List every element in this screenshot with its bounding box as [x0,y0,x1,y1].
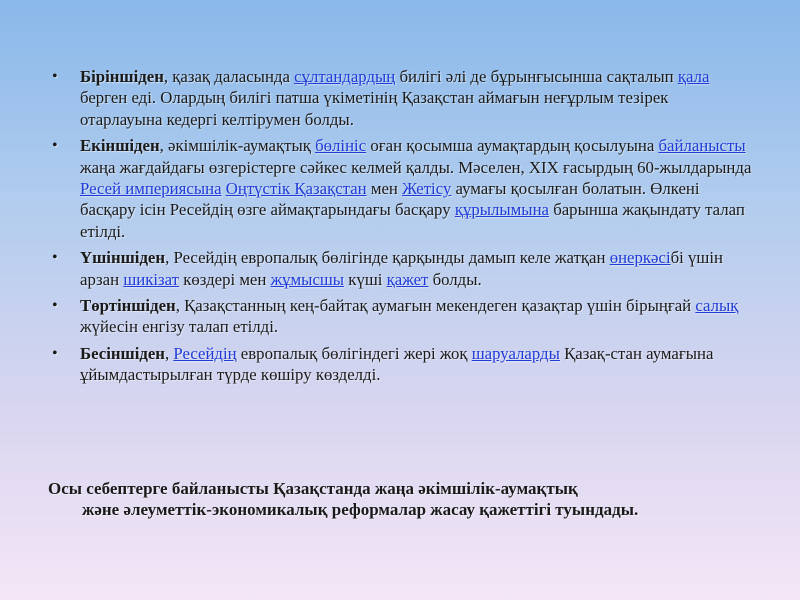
reason-text: Қазақ-стан аумағына ұйымдастырылған түрде көшіру көзделді. [80,343,714,385]
reason-text: мен [366,179,403,199]
reason-item [52,343,752,386]
conclusion-line-1: Осы себептерге байланысты Қазақстанда жаңа әкімшілік-аумақтық [48,479,578,498]
reason-item [52,66,752,130]
reason-item [52,295,752,338]
reason-text: , қазақ даласында [163,67,295,86]
reason-text: күші [344,269,387,289]
hyperlink[interactable]: Жетісу [402,179,452,199]
hyperlink[interactable]: Оңтүстік Қазақстан [225,179,367,199]
reason-lead: Екіншіден [80,136,160,156]
reason-lead: Төртіншіден [80,296,176,316]
reason-item [52,135,752,242]
hyperlink[interactable]: сұлтандардың [294,67,396,86]
conclusion-line-2: және әлеуметтік-экономикалық реформалар жасау қажеттігі туындады. [82,500,639,520]
reason-text: оған қосымша аумақтардың қосылуына [366,136,659,156]
reason-text: жүйесін енгізу талап етілді. [80,317,279,337]
reason-text: берген еді. Олардың билігі патша үкіметінің Қазақстан аймағын неғұрлым тезірек отарлауына кедергі келтірумен болды. [80,88,669,129]
hyperlink[interactable]: Ресейдің [173,343,237,363]
hyperlink[interactable]: салық [695,296,739,316]
reason-text: , әкімшілік-аумақтық [159,136,316,156]
hyperlink[interactable]: өнеркәсі [609,248,671,268]
reason-text: , Ресейдің европалық бөлігінде қарқынды дамып келе жатқан [165,248,610,268]
reason-text: , Қазақстанның кең-байтақ аумағын мекендеген қазақтар үшін бірыңғай [175,296,696,316]
reason-text: жаңа жағдайдағы өзгерістерге сәйкес келмей қалды. Мәселен, XIX ғасырдың 60-жылдарында [80,157,752,177]
reason-text: көздері мен [179,269,271,289]
hyperlink[interactable]: құрылымына [454,200,549,220]
hyperlink[interactable]: байланысты [658,136,746,156]
reason-lead: Үшіншіден [80,248,166,268]
reason-text: , [164,343,174,363]
bullet-icon: • [52,344,58,362]
reason-lead: Біріншіден [80,67,164,86]
reason-text: аумағы қосылған болатын. Өлкені басқару ісін Ресейдің өзге аймақтарындағы басқару [80,179,700,220]
hyperlink[interactable]: бөлініс [315,136,367,156]
conclusion-text [48,478,768,521]
bullet-icon: • [52,249,58,267]
bullet-icon: • [52,297,58,315]
hyperlink[interactable]: жұмысшы [270,269,345,289]
reason-text: европалық бөлігіндегі жері жоқ [236,343,472,363]
reason-text: бі үшін арзан [80,248,723,289]
hyperlink[interactable]: Ресей империясына [80,179,222,199]
bullet-icon: • [52,137,58,155]
reason-text: билігі әлі де бұрынғысынша сақталып [395,67,678,86]
reasons-list [52,66,752,391]
bullet-icon: • [52,68,58,85]
reason-lead: Бесіншіден [80,343,165,363]
reason-item [52,247,752,290]
reason-text: болды. [428,269,482,289]
reason-text: барынша жақындату талап етілді. [80,200,745,241]
hyperlink[interactable]: шаруаларды [471,343,560,363]
hyperlink[interactable]: қала [677,67,710,86]
hyperlink[interactable]: қажет [386,269,429,289]
hyperlink[interactable]: шикізат [123,269,180,289]
